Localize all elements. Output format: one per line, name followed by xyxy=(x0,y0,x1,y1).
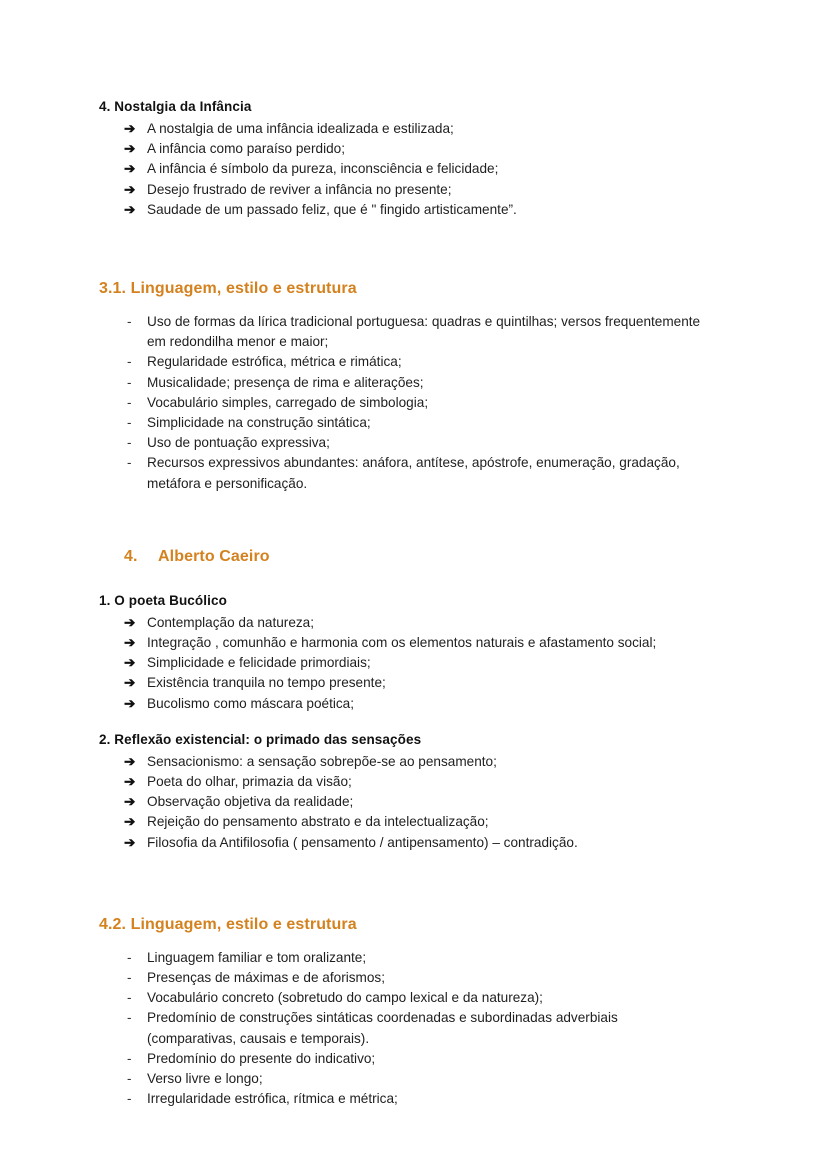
section-heading: 1. O poeta Bucólico xyxy=(99,592,227,608)
dash-icon: - xyxy=(127,1071,132,1087)
list-item-text: Predomínio de construções sintáticas coordenadas e subordinadas adverbiais (comparativas, causais e temporais). xyxy=(147,1010,618,1046)
arrow-icon: ➔ xyxy=(124,614,136,630)
list-item-text: Verso livre e longo; xyxy=(147,1071,263,1087)
list-item xyxy=(0,180,828,200)
bullet-list xyxy=(0,119,828,220)
dash-icon: - xyxy=(127,354,132,370)
list-item-text: Observação objetiva da realidade; xyxy=(147,794,354,810)
dash-icon: - xyxy=(127,1050,132,1066)
list-item xyxy=(0,433,828,453)
list-item-text: Vocabulário simples, carregado de simbologia; xyxy=(147,394,429,410)
list-item xyxy=(0,653,828,673)
list-item xyxy=(0,988,828,1008)
list-item xyxy=(0,119,828,139)
list-item-text: A infância como paraíso perdido; xyxy=(147,141,345,157)
list-item-text: Saudade de um passado feliz, que é " fingido artisticamente”. xyxy=(147,201,517,217)
list-item xyxy=(0,792,828,812)
list-item xyxy=(0,373,828,393)
dash-icon: - xyxy=(127,374,132,390)
section-o-poeta-bucolico xyxy=(0,591,828,714)
arrow-icon: ➔ xyxy=(124,161,136,177)
section-spacer xyxy=(0,494,828,540)
list-item-text: Filosofia da Antifilosofia ( pensamento / antipensamento) – contradição. xyxy=(147,834,578,850)
list-item xyxy=(0,200,828,220)
list-item xyxy=(0,312,828,352)
section-heading xyxy=(124,546,828,568)
arrow-icon: ➔ xyxy=(124,774,136,790)
section-spacer xyxy=(0,714,828,730)
section-linguagem-estilo-estrutura-3-1 xyxy=(0,278,828,494)
section-reflexao-existencial xyxy=(0,730,828,853)
list-item xyxy=(0,833,828,853)
list-item xyxy=(0,139,828,159)
list-item-text: Vocabulário concreto (sobretudo do campo lexical e da natureza); xyxy=(147,990,543,1006)
list-item-text: Simplicidade e felicidade primordiais; xyxy=(147,655,371,671)
list-item-text: Integração , comunhão e harmonia com os elementos naturais e afastamento social; xyxy=(147,635,657,651)
list-item xyxy=(0,352,828,372)
list-item xyxy=(0,1049,828,1069)
list-item-text: A nostalgia de uma infância idealizada e estilizada; xyxy=(147,121,454,136)
bullet-list xyxy=(0,948,828,1110)
list-item xyxy=(0,1008,828,1048)
arrow-icon: ➔ xyxy=(124,201,136,217)
list-item xyxy=(0,393,828,413)
list-item-text: Poeta do olhar, primazia da visão; xyxy=(147,774,352,790)
list-item xyxy=(0,948,828,968)
list-item xyxy=(0,694,828,714)
dash-icon: - xyxy=(127,435,132,451)
dash-icon: - xyxy=(127,949,132,965)
list-item xyxy=(0,752,828,772)
arrow-icon: ➔ xyxy=(124,141,136,157)
dash-icon: - xyxy=(127,455,132,471)
bullet-list xyxy=(0,312,828,494)
dash-icon: - xyxy=(127,1010,132,1026)
list-item-text: Musicalidade; presença de rima e aliterações; xyxy=(147,374,424,390)
list-item-text: Regularidade estrófica, métrica e rimática; xyxy=(147,354,402,370)
arrow-icon: ➔ xyxy=(124,675,136,691)
section-heading: 2. Reflexão existencial: o primado das sensações xyxy=(99,731,422,747)
dash-icon: - xyxy=(127,415,132,431)
dash-icon: - xyxy=(127,314,132,330)
list-item-text: Uso de pontuação expressiva; xyxy=(147,435,330,451)
arrow-icon: ➔ xyxy=(124,655,136,671)
section-spacer xyxy=(0,568,828,584)
list-item-text: Rejeição do pensamento abstrato e da intelectualização; xyxy=(147,814,489,830)
list-item xyxy=(0,968,828,988)
section-heading: 4.2. Linguagem, estilo e estrutura xyxy=(99,915,357,933)
list-item xyxy=(0,613,828,633)
list-item xyxy=(0,1089,828,1109)
dash-icon: - xyxy=(127,394,132,410)
bullet-list xyxy=(0,752,828,853)
section-heading: 4. Nostalgia da Infância xyxy=(99,99,252,114)
arrow-icon: ➔ xyxy=(124,181,136,197)
section-spacer xyxy=(0,853,828,899)
list-item-text: Simplicidade na construção sintática; xyxy=(147,415,371,431)
dash-icon: - xyxy=(127,990,132,1006)
section-heading: 3.1. Linguagem, estilo e estrutura xyxy=(99,280,357,298)
arrow-icon: ➔ xyxy=(124,794,136,810)
list-item xyxy=(0,673,828,693)
list-item xyxy=(0,413,828,433)
list-item-text: Presenças de máximas e de aforismos; xyxy=(147,970,385,986)
list-item xyxy=(0,159,828,179)
list-item-text: Uso de formas da lírica tradicional portuguesa: quadras e quintilhas; versos frequentemente em redondilha menor e maior; xyxy=(147,314,701,350)
section-alberto-caeiro xyxy=(0,546,828,568)
arrow-icon: ➔ xyxy=(124,753,136,769)
section-nostalgia-da-infancia xyxy=(0,97,828,220)
list-item xyxy=(0,633,828,653)
arrow-icon: ➔ xyxy=(124,121,136,136)
section-heading-number: 4. xyxy=(124,547,138,565)
dash-icon: - xyxy=(127,970,132,986)
list-item xyxy=(0,453,828,493)
list-item-text: Sensacionismo: a sensação sobrepõe-se ao pensamento; xyxy=(147,753,497,769)
arrow-icon: ➔ xyxy=(124,814,136,830)
list-item-text: Linguagem familiar e tom oralizante; xyxy=(147,949,367,965)
list-item xyxy=(0,812,828,832)
list-item-text: Desejo frustrado de reviver a infância no presente; xyxy=(147,181,452,197)
list-item-text: Bucolismo como máscara poética; xyxy=(147,695,355,711)
list-item-text: Contemplação da natureza; xyxy=(147,614,315,630)
arrow-icon: ➔ xyxy=(124,635,136,651)
list-item xyxy=(0,772,828,792)
arrow-icon: ➔ xyxy=(124,695,136,711)
list-item-text: A infância é símbolo da pureza, inconsciência e felicidade; xyxy=(147,161,499,177)
list-item-text: Irregularidade estrófica, rítmica e métrica; xyxy=(147,1091,398,1107)
section-linguagem-estilo-estrutura-4-2 xyxy=(0,914,828,1110)
bullet-list xyxy=(0,613,828,714)
list-item xyxy=(0,1069,828,1089)
list-item-text: Recursos expressivos abundantes: anáfora, antítese, apóstrofe, enumeração, gradação, metáfora e personificação. xyxy=(147,455,680,491)
dash-icon: - xyxy=(127,1091,132,1107)
list-item-text: Predomínio do presente do indicativo; xyxy=(147,1050,376,1066)
list-item-text: Existência tranquila no tempo presente; xyxy=(147,675,386,691)
section-heading-text: Alberto Caeiro xyxy=(158,547,270,565)
arrow-icon: ➔ xyxy=(124,834,136,850)
section-spacer xyxy=(0,220,828,266)
